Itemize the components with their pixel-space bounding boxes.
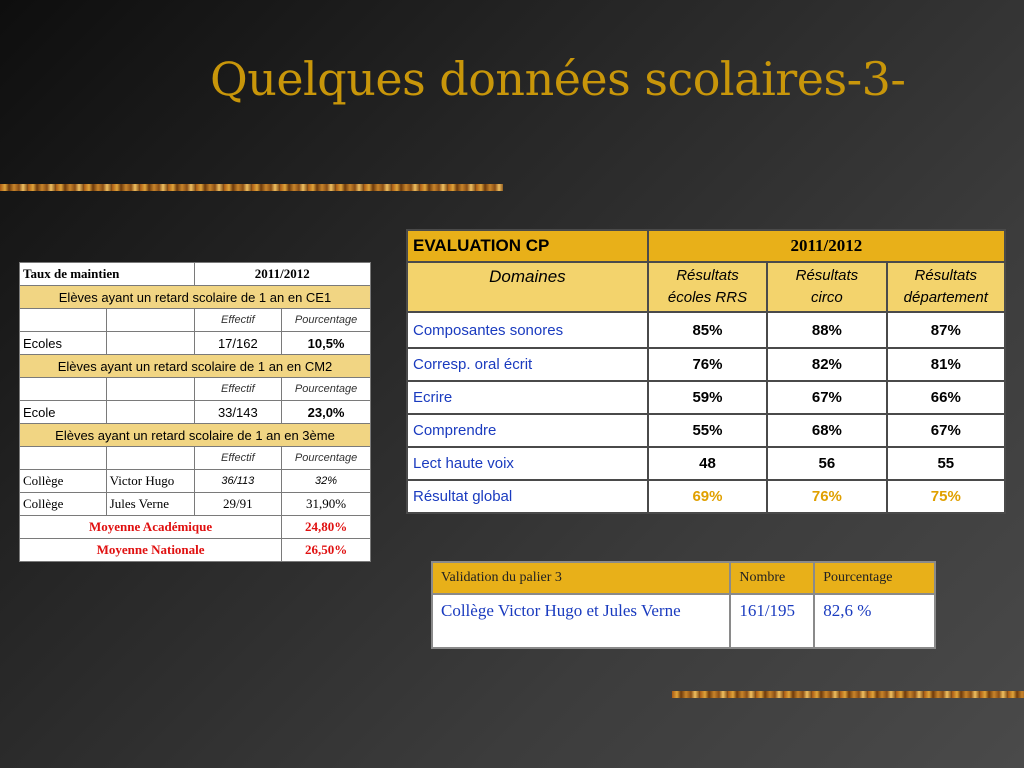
row-sublabel: Victor Hugo bbox=[106, 470, 194, 493]
row-label: Collège bbox=[20, 470, 107, 493]
value-circo: 82% bbox=[767, 348, 886, 381]
subheader-pourcentage: Pourcentage bbox=[282, 378, 371, 401]
validation-header-row bbox=[432, 562, 935, 594]
value-circo: 68% bbox=[767, 414, 886, 447]
value-circo: 67% bbox=[767, 381, 886, 414]
col-header-rrs bbox=[648, 262, 767, 312]
average-row bbox=[20, 516, 371, 539]
empty-cell bbox=[106, 447, 194, 470]
value-circo: 56 bbox=[767, 447, 886, 480]
row-sublabel bbox=[106, 401, 194, 424]
validation-table bbox=[431, 561, 936, 649]
section-row bbox=[20, 286, 371, 309]
table-row bbox=[407, 312, 1005, 348]
subheader-effectif: Effectif bbox=[194, 309, 282, 332]
row-sublabel: Jules Verne bbox=[106, 493, 194, 516]
row-label: Corresp. oral écrit bbox=[407, 348, 648, 381]
section-label-3eme: Elèves ayant un retard scolaire de 1 an en 3ème bbox=[20, 424, 371, 447]
value-circo: 88% bbox=[767, 312, 886, 348]
table-row bbox=[407, 414, 1005, 447]
total-circo: 76% bbox=[767, 480, 886, 513]
table-row bbox=[407, 348, 1005, 381]
table-row bbox=[20, 332, 371, 355]
row-label: Ecole bbox=[20, 401, 107, 424]
average-value-academique: 24,80% bbox=[282, 516, 371, 539]
row-label: Ecoles bbox=[20, 332, 107, 355]
section-row bbox=[20, 424, 371, 447]
col-header-line: Résultats bbox=[676, 267, 739, 284]
evaluation-title: EVALUATION CP bbox=[407, 230, 648, 262]
average-value-nationale: 26,50% bbox=[282, 539, 371, 562]
value-rrs: 48 bbox=[648, 447, 767, 480]
row-label: Ecrire bbox=[407, 381, 648, 414]
empty-cell bbox=[106, 378, 194, 401]
empty-cell bbox=[20, 309, 107, 332]
subheader-pourcentage: Pourcentage bbox=[282, 447, 371, 470]
row-effectif: 36/113 bbox=[194, 470, 282, 493]
validation-header-nombre: Nombre bbox=[730, 562, 814, 594]
section-label-ce1: Elèves ayant un retard scolaire de 1 an en CE1 bbox=[20, 286, 371, 309]
row-effectif: 33/143 bbox=[194, 401, 282, 424]
average-label-nationale: Moyenne Nationale bbox=[20, 539, 282, 562]
decorative-band-top bbox=[0, 184, 503, 191]
validation-label: Collège Victor Hugo et Jules Verne bbox=[432, 594, 730, 648]
section-label-cm2: Elèves ayant un retard scolaire de 1 an en CM2 bbox=[20, 355, 371, 378]
average-label-academique: Moyenne Académique bbox=[20, 516, 282, 539]
table-row bbox=[407, 381, 1005, 414]
row-pourcentage: 10,5% bbox=[282, 332, 371, 355]
subheader-row bbox=[20, 447, 371, 470]
col-header-line: Résultats bbox=[914, 267, 978, 284]
col-header-line: écoles RRS bbox=[667, 289, 748, 306]
col-header-line: département bbox=[903, 289, 988, 306]
maintien-header-label: Taux de maintien bbox=[20, 263, 195, 286]
total-rrs: 69% bbox=[648, 480, 767, 513]
maintien-header-year: 2011/2012 bbox=[194, 263, 371, 286]
value-rrs: 59% bbox=[648, 381, 767, 414]
domaines-header: Domaines bbox=[407, 262, 648, 312]
row-pourcentage: 23,0% bbox=[282, 401, 371, 424]
subheader-row bbox=[20, 309, 371, 332]
section-row bbox=[20, 355, 371, 378]
row-label: Collège bbox=[20, 493, 107, 516]
evaluation-year: 2011/2012 bbox=[648, 230, 1005, 262]
subheader-effectif: Effectif bbox=[194, 447, 282, 470]
row-label: Comprendre bbox=[407, 414, 648, 447]
evaluation-table bbox=[406, 229, 1006, 514]
subheader-pourcentage: Pourcentage bbox=[282, 309, 371, 332]
value-departement: 66% bbox=[887, 381, 1005, 414]
table-row bbox=[20, 470, 371, 493]
empty-cell bbox=[20, 378, 107, 401]
evaluation-subheader-row bbox=[407, 262, 1005, 312]
value-departement: 87% bbox=[887, 312, 1005, 348]
col-header-circo bbox=[767, 262, 886, 312]
validation-header-pourcentage: Pourcentage bbox=[814, 562, 935, 594]
empty-cell bbox=[20, 447, 107, 470]
maintien-table bbox=[19, 262, 371, 562]
value-departement: 81% bbox=[887, 348, 1005, 381]
empty-cell bbox=[106, 309, 194, 332]
total-label: Résultat global bbox=[407, 480, 648, 513]
table-row bbox=[20, 493, 371, 516]
average-row bbox=[20, 539, 371, 562]
row-label: Lect haute voix bbox=[407, 447, 648, 480]
total-row bbox=[407, 480, 1005, 513]
table-row bbox=[432, 594, 935, 648]
validation-header-label: Validation du palier 3 bbox=[432, 562, 730, 594]
col-header-line: Résultats bbox=[795, 267, 859, 284]
table-row bbox=[20, 401, 371, 424]
value-rrs: 55% bbox=[648, 414, 767, 447]
subheader-row bbox=[20, 378, 371, 401]
row-label: Composantes sonores bbox=[407, 312, 648, 348]
slide-title: Quelques données scolaires-3- bbox=[210, 52, 906, 106]
col-header-departement bbox=[887, 262, 1005, 312]
validation-nombre: 161/195 bbox=[730, 594, 814, 648]
value-departement: 67% bbox=[887, 414, 1005, 447]
value-rrs: 76% bbox=[648, 348, 767, 381]
row-pourcentage: 31,90% bbox=[282, 493, 371, 516]
row-effectif: 29/91 bbox=[194, 493, 282, 516]
decorative-band-bottom bbox=[672, 691, 1024, 698]
value-rrs: 85% bbox=[648, 312, 767, 348]
col-header-line: circo bbox=[811, 289, 843, 306]
total-departement: 75% bbox=[887, 480, 1005, 513]
evaluation-header-row bbox=[407, 230, 1005, 262]
value-departement: 55 bbox=[887, 447, 1005, 480]
validation-pourcentage: 82,6 % bbox=[814, 594, 935, 648]
row-effectif: 17/162 bbox=[194, 332, 282, 355]
row-pourcentage: 32% bbox=[282, 470, 371, 493]
subheader-effectif: Effectif bbox=[194, 378, 282, 401]
table-header-row bbox=[20, 263, 371, 286]
table-row bbox=[407, 447, 1005, 480]
row-sublabel bbox=[106, 332, 194, 355]
